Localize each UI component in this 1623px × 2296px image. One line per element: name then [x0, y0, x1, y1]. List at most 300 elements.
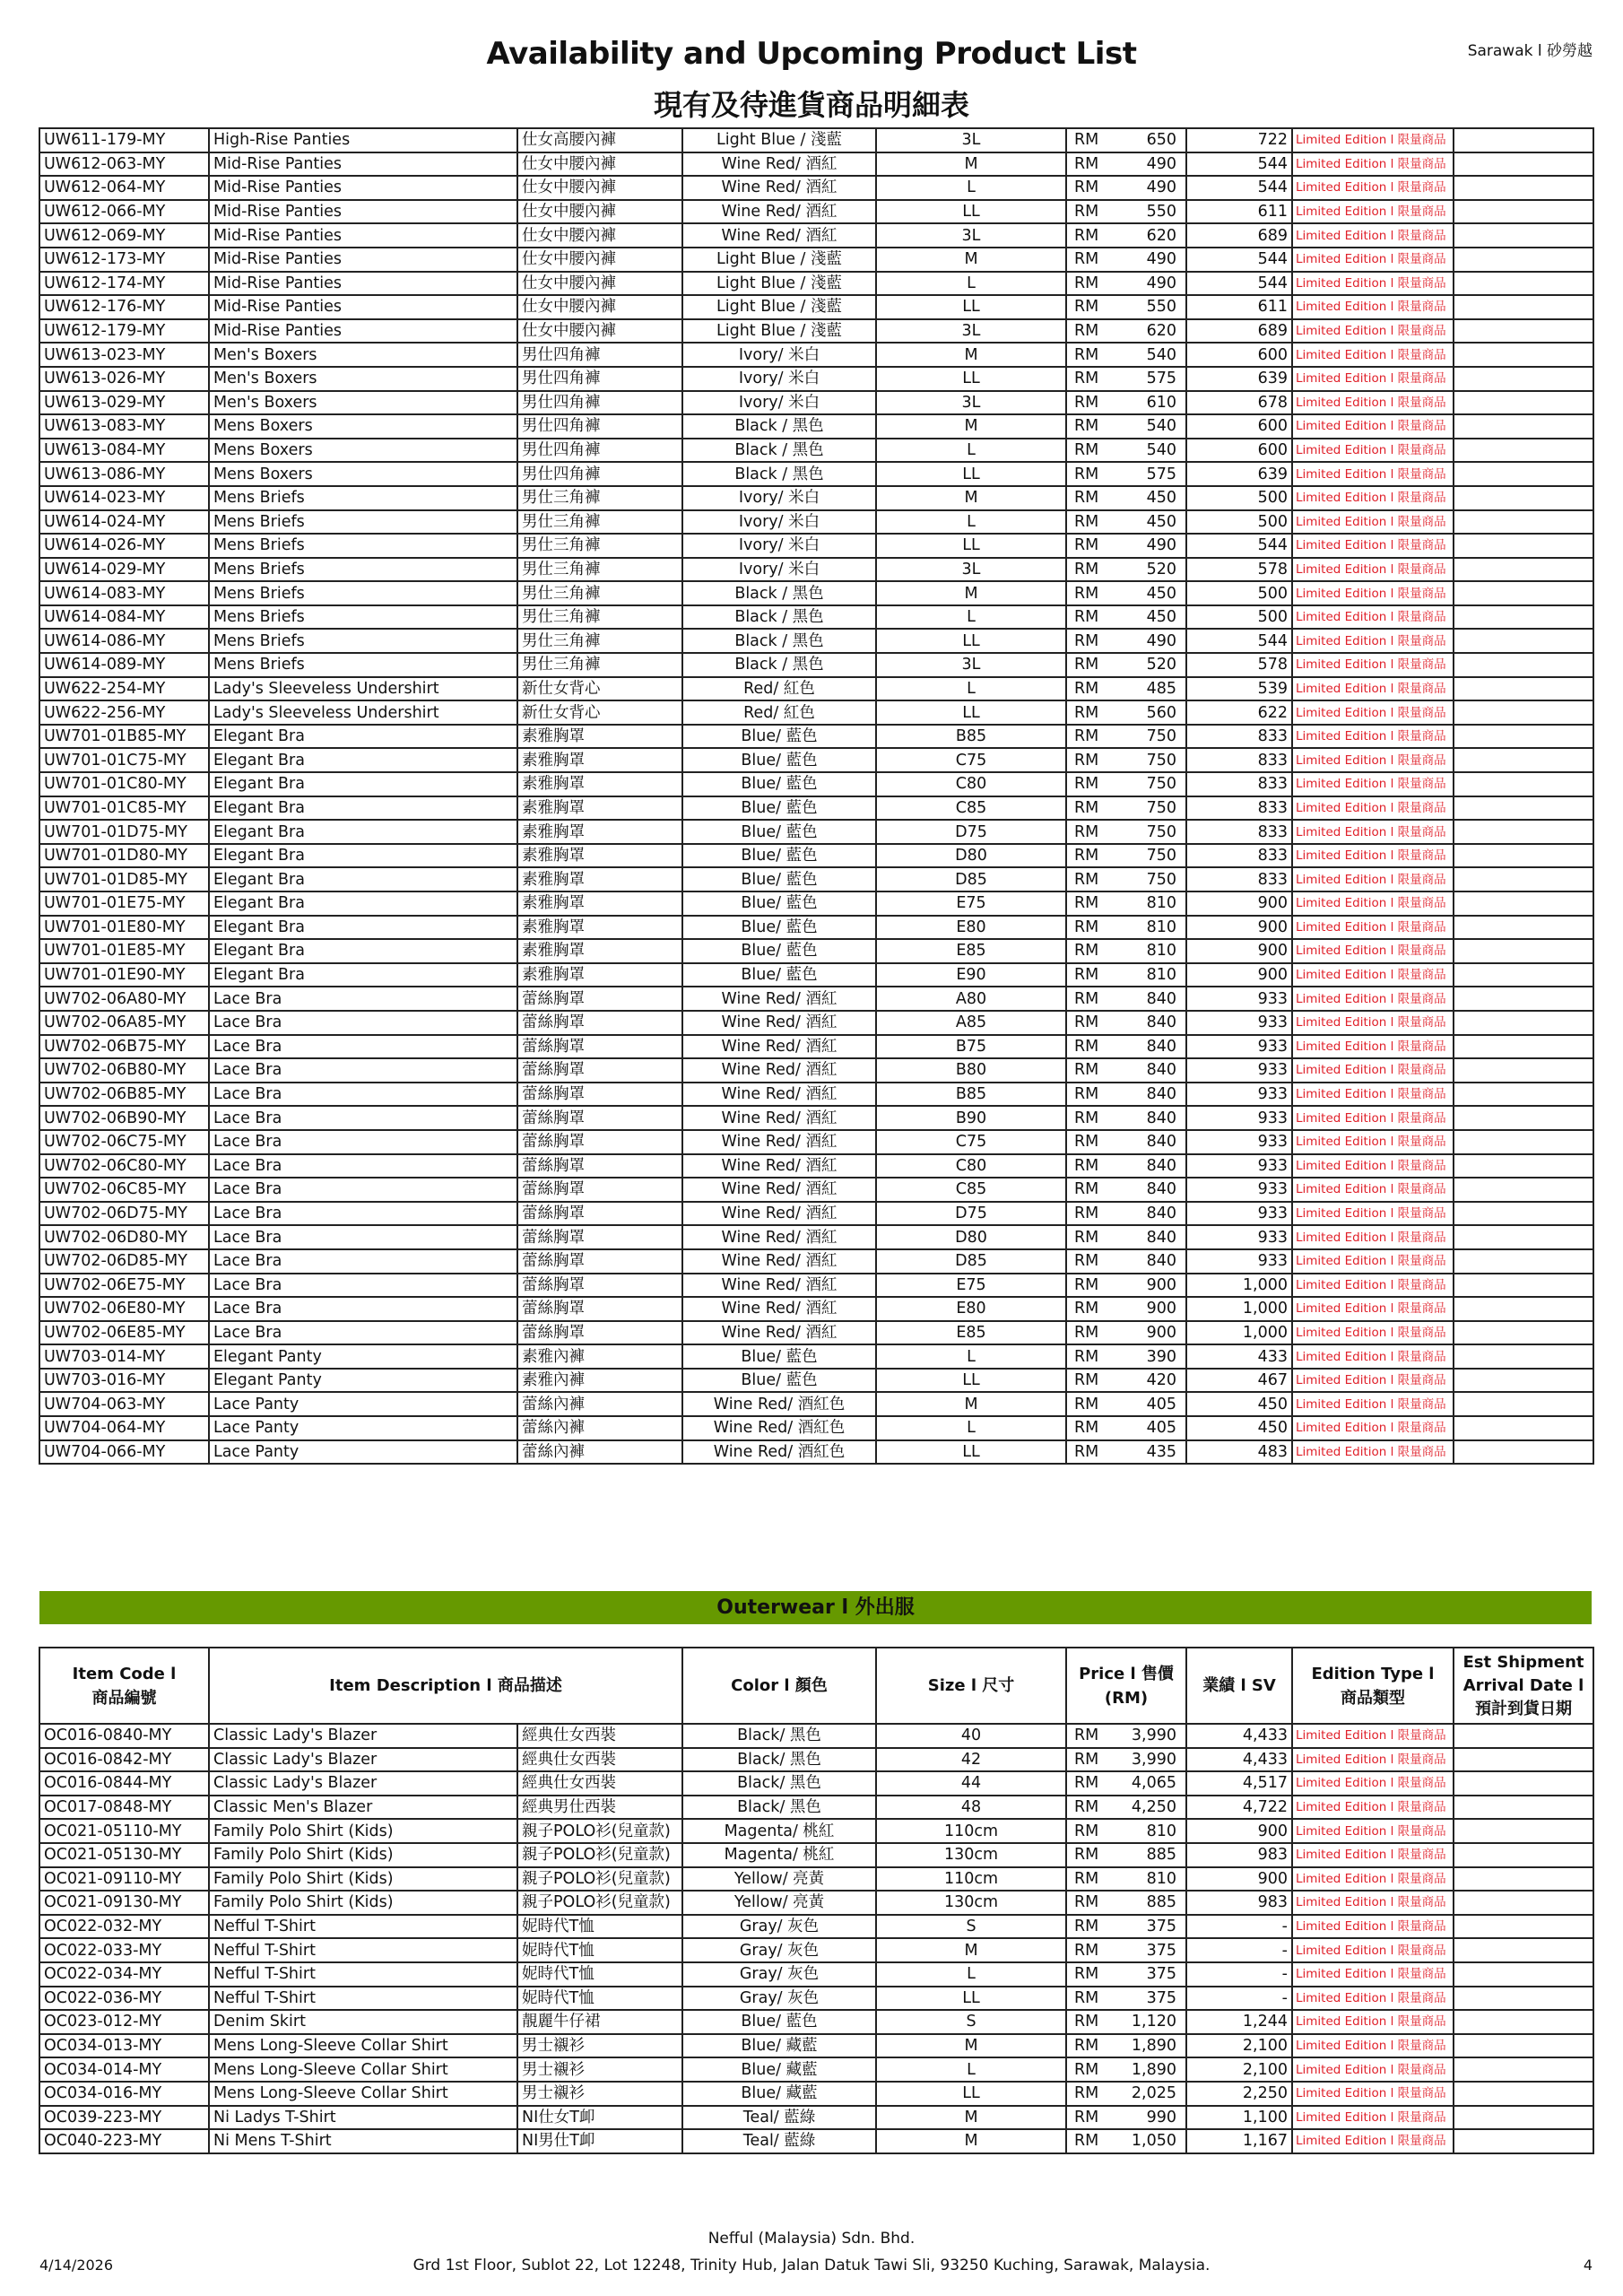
currency-label: RM [1074, 512, 1099, 531]
currency-label: RM [1074, 2013, 1099, 2031]
cell-item-code: UW702-06D80-MY [39, 1225, 209, 1249]
column-header-size: Size l 尺寸 [876, 1648, 1066, 1724]
cell-item-name-zh: 男仕三角褲 [517, 558, 682, 582]
cell-color: Wine Red/ 酒紅 [682, 1106, 876, 1130]
column-header-arrival [1454, 1648, 1593, 1724]
cell-item-code: UW613-084-MY [39, 439, 209, 463]
table-row [39, 1748, 1593, 1772]
table-row [39, 1987, 1593, 2011]
currency-label: RM [1074, 2037, 1099, 2056]
cell-edition-type: Limited Edition l 限量商品 [1292, 1796, 1454, 1820]
region-label: Sarawak l 砂勞越 [1467, 42, 1593, 60]
footer-address: Grd 1st Floor, Sublot 22, Lot 12248, Trinity Hub, Jalan Datuk Tawi Sli, 93250 Kuching, Sarawak, Malaysia. [412, 2257, 1211, 2274]
cell-item-name-zh: 素雅胸罩 [517, 725, 682, 749]
cell-item-name-en: Mens Boxers [209, 414, 517, 439]
table-row [39, 2057, 1593, 2082]
currency-label: RM [1074, 894, 1099, 913]
cell-item-name-zh: 蕾絲胸罩 [517, 1154, 682, 1178]
cell-price [1066, 677, 1186, 701]
cell-price [1066, 1867, 1186, 1892]
table-row [39, 796, 1593, 821]
cell-price [1066, 1891, 1186, 1915]
cell-size: E80 [876, 916, 1066, 940]
cell-arrival-date [1454, 581, 1593, 605]
currency-label: RM [1074, 250, 1099, 269]
cell-sv: 4,433 [1186, 1724, 1292, 1748]
cell-item-name-zh: 親子POLO衫(兒童款) [517, 1843, 682, 1867]
cell-color: Wine Red/ 酒紅 [682, 1035, 876, 1059]
price-amount: 620 [1146, 322, 1176, 341]
cell-price [1066, 1987, 1186, 2011]
table-row [39, 1392, 1593, 1416]
cell-size: S [876, 2010, 1066, 2034]
table-row [39, 939, 1593, 963]
cell-size: A80 [876, 987, 1066, 1011]
cell-arrival-date [1454, 939, 1593, 963]
cell-item-name-zh: 男仕四角褲 [517, 343, 682, 367]
cell-size: B80 [876, 1058, 1066, 1083]
cell-arrival-date [1454, 223, 1593, 248]
cell-size: 3L [876, 391, 1066, 415]
price-amount: 490 [1146, 154, 1176, 173]
cell-size: M [876, 248, 1066, 272]
cell-edition-type: Limited Edition l 限量商品 [1292, 891, 1454, 916]
cell-edition-type: Limited Edition l 限量商品 [1292, 152, 1454, 177]
cell-sv: 483 [1186, 1440, 1292, 1465]
currency-label: RM [1074, 131, 1099, 150]
cell-item-name-zh: 仕女中腰內褲 [517, 176, 682, 200]
cell-edition-type: Limited Edition l 限量商品 [1292, 820, 1454, 844]
cell-color: Red/ 紅色 [682, 677, 876, 701]
currency-label: RM [1074, 679, 1099, 698]
cell-size: C85 [876, 1178, 1066, 1202]
cell-edition-type: Limited Edition l 限量商品 [1292, 1843, 1454, 1867]
cell-item-code: UW702-06A85-MY [39, 1011, 209, 1035]
cell-edition-type: Limited Edition l 限量商品 [1292, 295, 1454, 319]
cell-edition-type: Limited Edition l 限量商品 [1292, 963, 1454, 987]
cell-sv: 933 [1186, 1083, 1292, 1107]
price-amount: 575 [1146, 370, 1176, 388]
cell-price [1066, 1796, 1186, 1820]
cell-arrival-date [1454, 486, 1593, 510]
cell-arrival-date [1454, 248, 1593, 272]
cell-color: Wine Red/ 酒紅 [682, 152, 876, 177]
cell-item-name-en: Lace Panty [209, 1440, 517, 1465]
cell-item-code: OC023-012-MY [39, 2010, 209, 2034]
cell-edition-type: Limited Edition l 限量商品 [1292, 2034, 1454, 2058]
cell-item-code: OC022-034-MY [39, 1962, 209, 1987]
cell-item-code: UW704-064-MY [39, 1416, 209, 1440]
cell-item-name-zh: 仕女中腰內褲 [517, 152, 682, 177]
table-row [39, 439, 1593, 463]
cell-item-name-zh: 新仕女背心 [517, 700, 682, 725]
cell-sv: 544 [1186, 176, 1292, 200]
table-row [39, 2082, 1593, 2106]
table-row [39, 128, 1593, 152]
currency-label: RM [1074, 1750, 1099, 1769]
cell-color: Red/ 紅色 [682, 700, 876, 725]
table-row [39, 200, 1593, 224]
cell-item-code: UW612-179-MY [39, 319, 209, 344]
table-row [39, 2010, 1593, 2034]
cell-size: D80 [876, 1225, 1066, 1249]
cell-size: D85 [876, 1249, 1066, 1274]
cell-edition-type: Limited Edition l 限量商品 [1292, 796, 1454, 821]
price-amount: 840 [1146, 989, 1176, 1008]
cell-item-code: UW701-01C85-MY [39, 796, 209, 821]
price-amount: 1,890 [1131, 2060, 1176, 2079]
cell-item-name-en: Elegant Bra [209, 867, 517, 891]
cell-arrival-date [1454, 1083, 1593, 1107]
cell-color: Light Blue / 淺藍 [682, 128, 876, 152]
cell-item-name-zh: 妮時代T恤 [517, 1987, 682, 2011]
cell-item-code: UW613-029-MY [39, 391, 209, 415]
cell-size: D75 [876, 820, 1066, 844]
cell-item-name-en: Lace Panty [209, 1416, 517, 1440]
cell-edition-type: Limited Edition l 限量商品 [1292, 748, 1454, 772]
table-row [39, 1035, 1593, 1059]
cell-arrival-date [1454, 1297, 1593, 1321]
cell-item-code: UW702-06B85-MY [39, 1083, 209, 1107]
currency-label: RM [1074, 1893, 1099, 1912]
cell-color: Blue/ 藍色 [682, 916, 876, 940]
cell-item-name-en: Lace Bra [209, 1011, 517, 1035]
cell-edition-type: Limited Edition l 限量商品 [1292, 939, 1454, 963]
currency-label: RM [1074, 370, 1099, 388]
cell-item-code: UW612-176-MY [39, 295, 209, 319]
cell-size: L [876, 1344, 1066, 1369]
cell-color: Blue/ 藍色 [682, 1344, 876, 1369]
cell-arrival-date [1454, 1392, 1593, 1416]
cell-price [1066, 200, 1186, 224]
cell-item-name-en: Lace Bra [209, 1035, 517, 1059]
price-amount: 405 [1146, 1419, 1176, 1438]
cell-arrival-date [1454, 1225, 1593, 1249]
currency-label: RM [1074, 1347, 1099, 1366]
cell-price [1066, 987, 1186, 1011]
cell-price [1066, 176, 1186, 200]
cell-item-code: OC034-013-MY [39, 2034, 209, 2058]
cell-price [1066, 1106, 1186, 1130]
currency-label: RM [1074, 1869, 1099, 1888]
cell-item-name-en: Mens Boxers [209, 439, 517, 463]
currency-label: RM [1074, 1085, 1099, 1104]
cell-edition-type: Limited Edition l 限量商品 [1292, 1819, 1454, 1843]
price-amount: 840 [1146, 1156, 1176, 1175]
cell-color: Wine Red/ 酒紅 [682, 176, 876, 200]
cell-arrival-date [1454, 1915, 1593, 1939]
cell-item-name-en: Mens Long-Sleeve Collar Shirt [209, 2057, 517, 2082]
currency-label: RM [1074, 1228, 1099, 1247]
cell-arrival-date [1454, 2106, 1593, 2130]
cell-item-name-zh: 蕾絲胸罩 [517, 1130, 682, 1154]
currency-label: RM [1074, 584, 1099, 603]
cell-sv: 4,517 [1186, 1771, 1292, 1796]
cell-item-name-zh: 經典仕女西裝 [517, 1748, 682, 1772]
price-amount: 900 [1146, 1323, 1176, 1342]
cell-color: Ivory/ 米白 [682, 343, 876, 367]
cell-item-name-en: Mid-Rise Panties [209, 248, 517, 272]
cell-item-code: UW701-01D85-MY [39, 867, 209, 891]
price-amount: 390 [1146, 1347, 1176, 1366]
cell-size: LL [876, 2082, 1066, 2106]
cell-size: M [876, 152, 1066, 177]
cell-sv: 544 [1186, 152, 1292, 177]
table-row [39, 1225, 1593, 1249]
cell-item-name-en: Lace Bra [209, 1083, 517, 1107]
cell-color: Wine Red/ 酒紅 [682, 1202, 876, 1226]
cell-color: Magenta/ 桃紅 [682, 1843, 876, 1867]
price-amount: 810 [1146, 942, 1176, 961]
cell-item-name-zh: 親子POLO衫(兒童款) [517, 1891, 682, 1915]
price-amount: 1,890 [1131, 2037, 1176, 2056]
cell-color: Blue/ 藍色 [682, 939, 876, 963]
cell-arrival-date [1454, 1058, 1593, 1083]
cell-item-name-en: Classic Lady's Blazer [209, 1724, 517, 1748]
cell-edition-type: Limited Edition l 限量商品 [1292, 1369, 1454, 1393]
cell-price [1066, 558, 1186, 582]
cell-color: Blue/ 藍色 [682, 820, 876, 844]
cell-sv: - [1186, 1962, 1292, 1987]
currency-label: RM [1074, 1774, 1099, 1793]
cell-sv: 933 [1186, 1011, 1292, 1035]
cell-arrival-date [1454, 152, 1593, 177]
cell-size: 48 [876, 1796, 1066, 1820]
cell-size: B85 [876, 725, 1066, 749]
cell-arrival-date [1454, 844, 1593, 868]
price-amount: 375 [1146, 1918, 1176, 1936]
cell-color: Black / 黑色 [682, 629, 876, 653]
table-row [39, 414, 1593, 439]
cell-arrival-date [1454, 677, 1593, 701]
cell-size: 3L [876, 128, 1066, 152]
cell-item-code: UW613-083-MY [39, 414, 209, 439]
currency-label: RM [1074, 822, 1099, 841]
cell-price [1066, 2034, 1186, 2058]
table-row [39, 2034, 1593, 2058]
cell-edition-type: Limited Edition l 限量商品 [1292, 343, 1454, 367]
cell-item-code: OC016-0840-MY [39, 1724, 209, 1748]
cell-price [1066, 1369, 1186, 1393]
price-amount: 450 [1146, 512, 1176, 531]
cell-item-code: UW612-066-MY [39, 200, 209, 224]
cell-item-name-zh: 仕女中腰內褲 [517, 319, 682, 344]
cell-price [1066, 510, 1186, 535]
price-amount: 3,990 [1131, 1750, 1176, 1769]
cell-sv: 1,167 [1186, 2129, 1292, 2153]
cell-item-name-zh: 蕾絲胸罩 [517, 1321, 682, 1345]
cell-item-name-zh: 妮時代T恤 [517, 1938, 682, 1962]
cell-item-name-en: Mid-Rise Panties [209, 319, 517, 344]
table-row [39, 2129, 1593, 2153]
cell-item-name-en: Mid-Rise Panties [209, 295, 517, 319]
currency-label: RM [1074, 1988, 1099, 2007]
cell-sv: 1,000 [1186, 1297, 1292, 1321]
price-amount: 490 [1146, 250, 1176, 269]
cell-item-name-en: Elegant Panty [209, 1369, 517, 1393]
cell-edition-type: Limited Edition l 限量商品 [1292, 1344, 1454, 1369]
currency-label: RM [1074, 1726, 1099, 1745]
cell-item-name-en: Nefful T-Shirt [209, 1915, 517, 1939]
cell-item-code: UW702-06C75-MY [39, 1130, 209, 1154]
cell-item-code: UW703-014-MY [39, 1344, 209, 1369]
cell-edition-type: Limited Edition l 限量商品 [1292, 725, 1454, 749]
underwear-table [39, 127, 1594, 1465]
cell-color: Wine Red/ 酒紅 [682, 200, 876, 224]
cell-size: 110cm [876, 1867, 1066, 1892]
currency-label: RM [1074, 322, 1099, 341]
column-header-edition [1292, 1648, 1454, 1724]
cell-color: Wine Red/ 酒紅 [682, 1274, 876, 1298]
table-row [39, 2106, 1593, 2130]
cell-item-name-en: Lace Bra [209, 1202, 517, 1226]
column-header-text: Est Shipment [1462, 1652, 1584, 1672]
cell-price [1066, 1416, 1186, 1440]
cell-item-name-zh: 妮時代T恤 [517, 1962, 682, 1987]
table-row [39, 1440, 1593, 1465]
cell-size: L [876, 1416, 1066, 1440]
cell-item-name-zh: 蕾絲胸罩 [517, 1178, 682, 1202]
cell-sv: 600 [1186, 439, 1292, 463]
cell-sv: 933 [1186, 1130, 1292, 1154]
cell-price [1066, 891, 1186, 916]
section-banner-outerwear: Outerwear l 外出服 [39, 1591, 1592, 1624]
cell-color: Gray/ 灰色 [682, 1987, 876, 2011]
cell-price [1066, 748, 1186, 772]
cell-item-name-zh: 蕾絲胸罩 [517, 987, 682, 1011]
cell-item-code: OC016-0842-MY [39, 1748, 209, 1772]
cell-arrival-date [1454, 1987, 1593, 2011]
cell-item-name-en: Nefful T-Shirt [209, 1987, 517, 2011]
cell-item-code: UW701-01D80-MY [39, 844, 209, 868]
cell-sv: 833 [1186, 772, 1292, 796]
cell-color: Blue/ 藍色 [682, 796, 876, 821]
cell-sv: 539 [1186, 677, 1292, 701]
cell-item-name-en: Men's Boxers [209, 343, 517, 367]
cell-arrival-date [1454, 439, 1593, 463]
cell-arrival-date [1454, 2082, 1593, 2106]
cell-item-code: UW613-023-MY [39, 343, 209, 367]
cell-item-name-zh: 新仕女背心 [517, 677, 682, 701]
cell-arrival-date [1454, 1035, 1593, 1059]
cell-item-code: OC017-0848-MY [39, 1796, 209, 1820]
price-amount: 810 [1146, 894, 1176, 913]
price-amount: 550 [1146, 203, 1176, 222]
cell-sv: 450 [1186, 1392, 1292, 1416]
cell-arrival-date [1454, 295, 1593, 319]
cell-item-name-en: Lady's Sleeveless Undershirt [209, 700, 517, 725]
cell-sv: 900 [1186, 1867, 1292, 1892]
cell-sv: 544 [1186, 629, 1292, 653]
cell-size: 42 [876, 1748, 1066, 1772]
cell-price [1066, 581, 1186, 605]
cell-item-code: UW612-174-MY [39, 272, 209, 296]
table-row [39, 1321, 1593, 1345]
cell-sv: 900 [1186, 891, 1292, 916]
column-header-text: Price l 售價 [1079, 1664, 1174, 1683]
cell-size: LL [876, 200, 1066, 224]
page-title-chinese: 現有及待進貨商品明細表 [653, 88, 969, 122]
price-amount: 490 [1146, 631, 1176, 650]
cell-edition-type: Limited Edition l 限量商品 [1292, 1058, 1454, 1083]
outerwear-table [39, 1647, 1594, 2154]
price-amount: 610 [1146, 393, 1176, 412]
cell-item-name-en: Elegant Bra [209, 939, 517, 963]
cell-color: Ivory/ 米白 [682, 486, 876, 510]
currency-label: RM [1074, 441, 1099, 460]
cell-item-name-en: Elegant Panty [209, 1344, 517, 1369]
cell-arrival-date [1454, 2129, 1593, 2153]
price-amount: 520 [1146, 656, 1176, 674]
cell-arrival-date [1454, 558, 1593, 582]
cell-item-name-zh: 男士襯衫 [517, 2082, 682, 2106]
cell-edition-type: Limited Edition l 限量商品 [1292, 248, 1454, 272]
cell-arrival-date [1454, 2010, 1593, 2034]
cell-item-name-en: Elegant Bra [209, 820, 517, 844]
cell-price [1066, 439, 1186, 463]
cell-item-name-zh: 素雅胸罩 [517, 796, 682, 821]
cell-price [1066, 1819, 1186, 1843]
cell-sv: 933 [1186, 987, 1292, 1011]
cell-size: D80 [876, 844, 1066, 868]
cell-item-name-zh: 男仕三角褲 [517, 534, 682, 558]
cell-arrival-date [1454, 1819, 1593, 1843]
cell-color: Light Blue / 淺藍 [682, 248, 876, 272]
cell-item-code: UW704-063-MY [39, 1392, 209, 1416]
cell-item-code: UW614-029-MY [39, 558, 209, 582]
cell-item-name-zh: 蕾絲內褲 [517, 1416, 682, 1440]
price-amount: 485 [1146, 679, 1176, 698]
cell-edition-type: Limited Edition l 限量商品 [1292, 1083, 1454, 1107]
table-row [39, 772, 1593, 796]
cell-color: Blue/ 藍色 [682, 772, 876, 796]
table-row [39, 1369, 1593, 1393]
cell-item-name-zh: 男仕三角褲 [517, 629, 682, 653]
cell-sv: 500 [1186, 510, 1292, 535]
currency-label: RM [1074, 942, 1099, 961]
cell-sv: 933 [1186, 1035, 1292, 1059]
currency-label: RM [1074, 656, 1099, 674]
cell-color: Black / 黑色 [682, 439, 876, 463]
cell-item-name-zh: NI男仕T卹 [517, 2129, 682, 2153]
cell-edition-type: Limited Edition l 限量商品 [1292, 1011, 1454, 1035]
cell-size: M [876, 1392, 1066, 1416]
cell-item-name-zh: 男仕三角褲 [517, 653, 682, 677]
cell-size: LL [876, 1987, 1066, 2011]
cell-sv: 1,000 [1186, 1321, 1292, 1345]
cell-price [1066, 534, 1186, 558]
cell-item-name-zh: 蕾絲胸罩 [517, 1274, 682, 1298]
cell-arrival-date [1454, 700, 1593, 725]
cell-size: L [876, 272, 1066, 296]
cell-arrival-date [1454, 391, 1593, 415]
price-amount: 840 [1146, 1013, 1176, 1032]
cell-price [1066, 820, 1186, 844]
cell-item-name-zh: 蕾絲內褲 [517, 1392, 682, 1416]
cell-item-code: UW702-06B90-MY [39, 1106, 209, 1130]
cell-size: 3L [876, 653, 1066, 677]
cell-price [1066, 1748, 1186, 1772]
cell-item-name-en: Elegant Bra [209, 916, 517, 940]
table-row [39, 987, 1593, 1011]
price-amount: 900 [1146, 1275, 1176, 1294]
currency-label: RM [1074, 751, 1099, 770]
table-row [39, 1344, 1593, 1369]
cell-edition-type: Limited Edition l 限量商品 [1292, 1297, 1454, 1321]
price-amount: 540 [1146, 441, 1176, 460]
cell-item-name-en: Mens Briefs [209, 486, 517, 510]
cell-arrival-date [1454, 272, 1593, 296]
